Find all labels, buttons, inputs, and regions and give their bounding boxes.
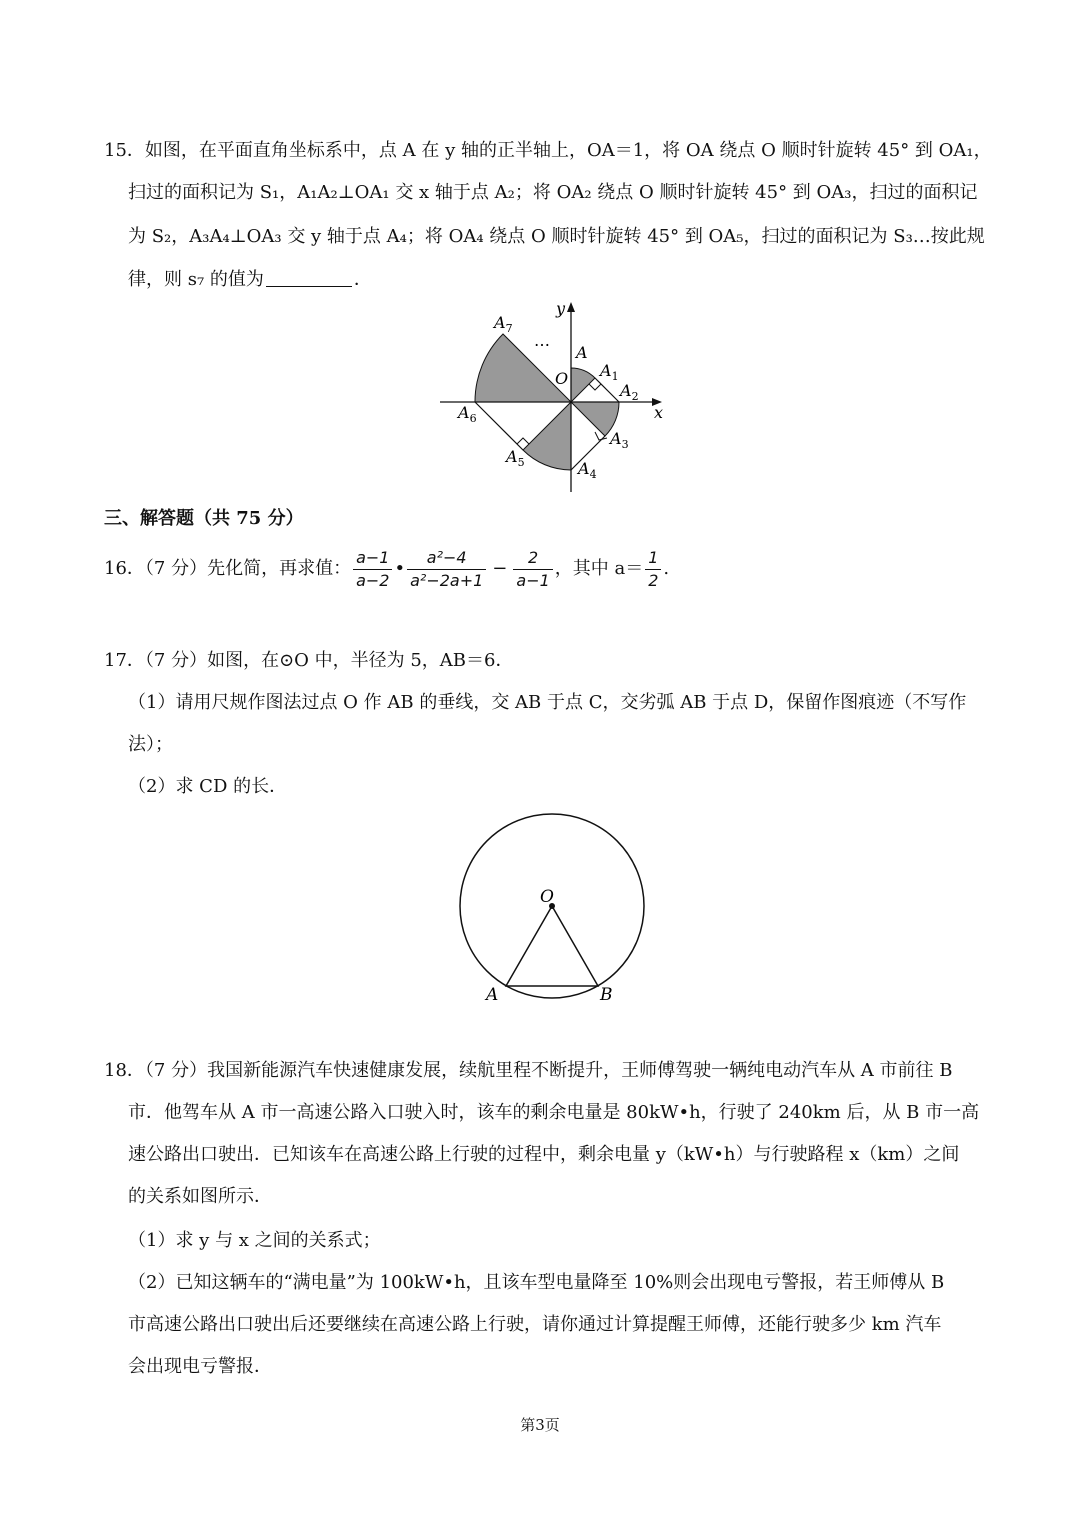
sector-s1 <box>571 368 595 402</box>
q15-line-4-text: 律，则 s₇ 的值为 <box>128 269 264 290</box>
minus-sign: − <box>492 558 508 579</box>
label-x: x <box>654 403 664 422</box>
sector-s4 <box>475 334 571 402</box>
q18-line-1: 18．（7 分）我国新能源汽车快速健康发展，续航里程不断提升，王师傅驾驶一辆纯电动汽车从 A 市前往 B <box>104 1060 953 1081</box>
q17-line-2: （1）请用尺规作图法过点 O 作 AB 的垂线，交 AB 于点 C，交劣弧 AB 于点 D，保留作图痕迹（不写作 <box>128 692 967 713</box>
fraction-3-numerator: 2 <box>513 547 552 570</box>
right-angle-mark <box>589 384 601 390</box>
q16-prompt: 16．（7 分）先化简，再求值： <box>104 558 352 579</box>
fraction-1-denominator: a−2 <box>356 570 390 590</box>
label-o: O <box>555 369 569 388</box>
page-number: 第3页 <box>520 1416 560 1434</box>
label-a4: $A_4$ <box>578 459 597 481</box>
q18-line-3: 速公路出口驶出．已知该车在高速公路上行驶的过程中，剩余电量 y（kW•h）与行驶路程 x（km）之间 <box>128 1144 960 1165</box>
segment-a5a6 <box>475 402 523 450</box>
q17-line-3: 法）； <box>128 734 173 755</box>
q16-line <box>104 546 669 592</box>
fraction-2-numerator: a²−4 <box>407 547 486 570</box>
q15-line-1: 15．如图，在平面直角坐标系中，点 A 在 y 轴的正半轴上，OA＝1，将 OA 绕点 O 顺时针旋转 45° 到 OA₁， <box>104 140 992 161</box>
fraction-3-denominator: a−1 <box>516 570 550 590</box>
q18-line-2: 市．他驾车从 A 市一高速公路入口驶入时，该车的剩余电量是 80kW•h，行驶了 240km 后，从 B 市一高 <box>128 1102 980 1123</box>
label-a6: $A_6$ <box>458 403 477 425</box>
label-a7: $A_7$ <box>494 313 513 335</box>
label-y: y <box>556 299 566 318</box>
q18-line-7: 市高速公路出口驶出后还要继续在高速公路上行驶，请你通过计算提醒王师傅，还能行驶多少 km 汽车 <box>128 1314 942 1335</box>
label-a5: $A_5$ <box>506 447 525 469</box>
fraction-4 <box>645 547 661 592</box>
fraction-1-numerator: a−1 <box>353 547 392 570</box>
q15-line-4-end: ． <box>353 269 372 290</box>
q15-line-3: 为 S₂，A₃A₄⊥OA₃ 交 y 轴于点 A₄；将 OA₄ 绕点 O 顺时针旋转 45° 到 OA₅，扫过的面积记为 S₃…按此规 <box>128 226 985 247</box>
q15-figure <box>430 298 690 498</box>
fraction-1 <box>353 547 392 592</box>
q15-line-4 <box>128 270 372 289</box>
label-b: B <box>600 985 613 1005</box>
q17-line-1: 17．（7 分）如图，在⊙O 中，半径为 5，AB＝6． <box>104 650 514 671</box>
label-o: O <box>540 887 554 907</box>
fraction-2-denominator: a²−2a+1 <box>410 570 484 590</box>
right-angle-mark <box>517 438 529 444</box>
answer-blank <box>266 270 352 287</box>
section-heading: 三、解答题（共 75 分） <box>104 508 304 529</box>
label-dots: … <box>534 331 550 350</box>
q18-line-5: （1）求 y 与 x 之间的关系式； <box>128 1230 381 1251</box>
label-a: A <box>576 343 588 362</box>
label-a: A <box>486 985 499 1005</box>
q18-line-8: 会出现电亏警报． <box>128 1356 272 1377</box>
triangle-oab <box>506 906 598 986</box>
q18-line-6: （2）已知这辆车的“满电量”为 100kW•h，且该车型电量降至 10%则会出现电亏警报，若王师傅从 B <box>128 1272 945 1293</box>
q17-figure <box>450 808 660 1008</box>
q16-end: . <box>663 558 670 579</box>
fraction-4-numerator: 1 <box>645 547 661 570</box>
multiply-dot: • <box>394 558 406 579</box>
fraction-3 <box>513 547 552 592</box>
q16-condition: ，其中 a＝ <box>554 558 644 579</box>
q17-line-4: （2）求 CD 的长． <box>128 776 288 797</box>
y-axis-arrow <box>567 302 575 312</box>
q18-line-4: 的关系如图所示． <box>128 1186 272 1207</box>
label-a2: $A_2$ <box>620 381 639 403</box>
q15-line-2: 扫过的面积记为 S₁，A₁A₂⊥OA₁ 交 x 轴于点 A₂；将 OA₂ 绕点 O 顺时针旋转 45° 到 OA₃，扫过的面积记 <box>128 182 978 203</box>
sector-s3 <box>523 402 571 470</box>
fraction-4-denominator: 2 <box>648 570 659 590</box>
label-a1: $A_1$ <box>600 361 619 383</box>
fraction-2 <box>407 547 486 592</box>
label-a3: $A_3$ <box>610 429 629 451</box>
